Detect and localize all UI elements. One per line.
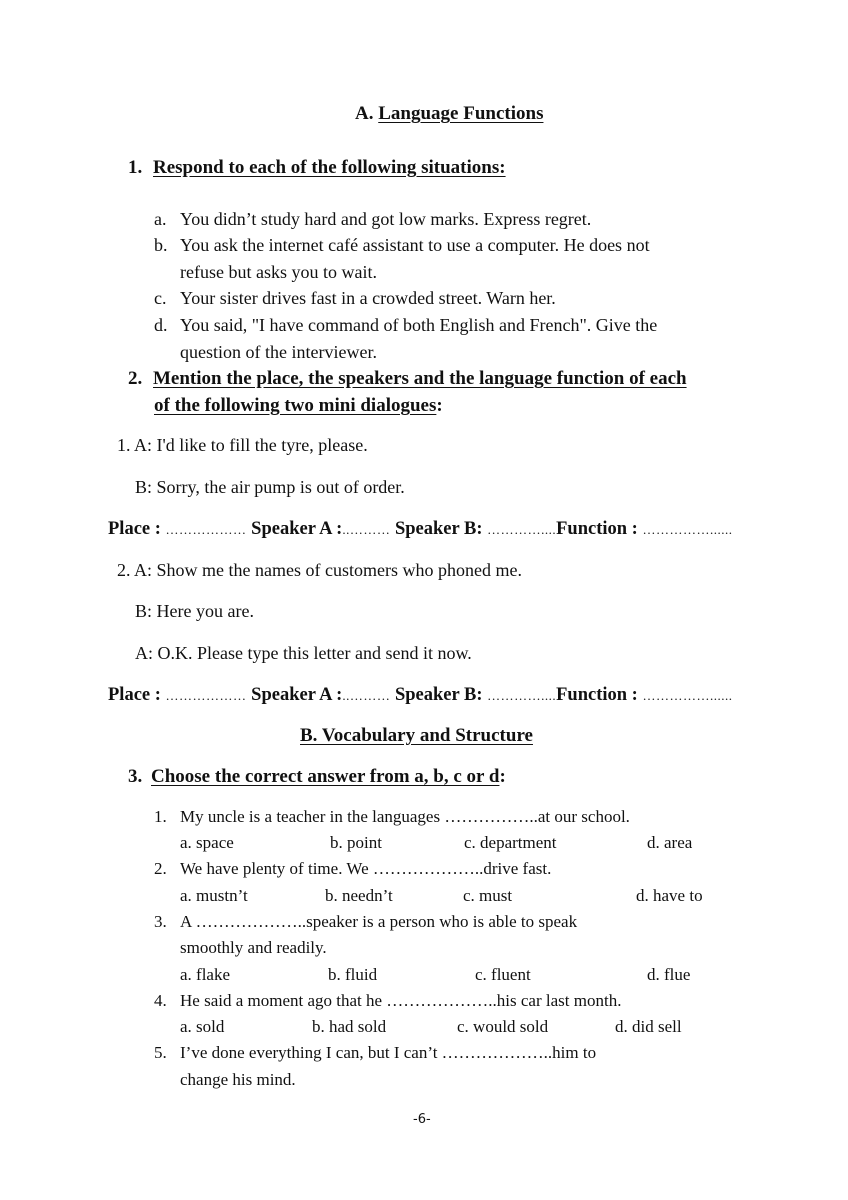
function-blank[interactable]: ……………...... [642, 688, 733, 703]
mcq-stem: He said a moment ago that he ………………..his car last month. [180, 991, 622, 1010]
mcq-number: 1. [154, 807, 167, 826]
function-blank[interactable]: ……………...... [642, 522, 733, 537]
q1-item-c [154, 288, 556, 309]
dialogue-number: 2. [117, 560, 131, 580]
section-a-heading [355, 103, 543, 125]
speaker-b-label: Speaker B: [394, 685, 483, 705]
mcq-option-a[interactable]: a. space [180, 833, 234, 852]
speaker-b-blank[interactable]: ………….... [487, 688, 557, 703]
q1-item-d [154, 315, 657, 336]
q1-title: Respond to each of the following situations: [153, 157, 506, 178]
q2-title-line1: Mention the place, the speakers and the language function of each [153, 368, 687, 389]
mcq-option-d[interactable]: d. did sell [615, 1017, 682, 1036]
mcq-stem: My uncle is a teacher in the languages ……………..at our school. [180, 807, 630, 826]
mcq-option-a[interactable]: a. mustn’t [180, 886, 248, 905]
mcq-option-c[interactable]: c. must [463, 886, 513, 905]
dialogue-2-line-c: A: O.K. Please type this letter and send it now. [135, 643, 472, 663]
q1-item-text: You said, "I have command of both English and French". Give the [180, 315, 658, 335]
q3-number: 3. [128, 766, 143, 787]
q1-item-text: You didn’t study hard and got low marks. Express regret. [180, 209, 592, 229]
mcq-stem: We have plenty of time. We ………………..drive fast. [180, 859, 552, 878]
mcq-option-b[interactable]: b. needn’t [325, 886, 393, 905]
mcq-item-3 [154, 912, 577, 932]
q1-item-text: You ask the internet café assistant to use a computer. He does not [180, 235, 650, 255]
mcq-option-d[interactable]: d. area [647, 833, 693, 852]
answer-row-1 [108, 519, 732, 540]
section-b-title: B. Vocabulary and Structure [300, 725, 533, 746]
speaker-b-label: Speaker B: [394, 519, 483, 539]
section-a-letter: A. [355, 103, 374, 124]
dialogue-1-line-b: B: Sorry, the air pump is out of order. [135, 477, 405, 497]
dialogue-1-line-a [117, 435, 368, 456]
q1-item-b [154, 235, 650, 256]
mcq-option-d[interactable]: d. flue [647, 965, 691, 984]
mcq-option-c[interactable]: c. fluent [475, 965, 531, 984]
dialogue-number: 1. [117, 435, 131, 455]
speaker-b-blank[interactable]: ………….... [487, 522, 557, 537]
mcq-option-a[interactable]: a. flake [180, 965, 231, 984]
mcq-option-b[interactable]: b. point [330, 833, 382, 852]
mcq-item-4 [154, 991, 621, 1011]
dialogue-2-line-a [117, 560, 522, 581]
speaker-a-blank[interactable]: ..……… [342, 522, 391, 537]
q3-title: Choose the correct answer from a, b, c or d [151, 766, 500, 787]
q1-item-b-continued: refuse but asks you to wait. [180, 262, 377, 282]
place-blank[interactable]: ……………… [165, 688, 247, 703]
function-label: Function : [556, 685, 638, 705]
q1-item-a [154, 209, 591, 230]
dialogue-2-line-b: B: Here you are. [135, 601, 254, 621]
mcq-number: 5. [154, 1043, 167, 1062]
q1-item-text: Your sister drives fast in a crowded street. Warn her. [180, 288, 556, 308]
section-a-title: Language Functions [378, 103, 544, 124]
q2-title-line2: of the following two mini dialogues [154, 395, 437, 416]
mcq-item-2 [154, 859, 551, 879]
q2-title-colon: : [436, 395, 443, 416]
q2-number: 2. [128, 368, 143, 389]
answer-row-2 [108, 685, 732, 706]
mcq-option-c[interactable]: c. would sold [457, 1017, 549, 1036]
place-label: Place : [108, 685, 161, 705]
mcq-stem: A ………………..speaker is a person who is able to speak [180, 912, 578, 931]
q1-item-d-continued: question of the interviewer. [180, 342, 377, 362]
place-blank[interactable]: ……………… [165, 522, 247, 537]
speaker-a-blank[interactable]: ..……… [342, 688, 391, 703]
q2-heading [128, 368, 687, 390]
mcq-number: 3. [154, 912, 167, 931]
mcq-option-a[interactable]: a. sold [180, 1017, 225, 1036]
mcq-option-b[interactable]: b. had sold [312, 1017, 387, 1036]
mcq-number: 2. [154, 859, 167, 878]
dialogue-line: A: I'd like to fill the tyre, please. [134, 435, 368, 455]
mcq-item-1 [154, 807, 630, 827]
q1-number: 1. [128, 157, 143, 178]
q1-item-label: a. [154, 209, 167, 229]
mcq-stem-continued: smoothly and readily. [180, 938, 327, 957]
dialogue-line: A: Show me the names of customers who phoned me. [134, 560, 522, 580]
q3-title-colon: : [499, 766, 506, 787]
mcq-number: 4. [154, 991, 167, 1010]
q1-heading [128, 157, 506, 179]
mcq-option-b[interactable]: b. fluid [328, 965, 378, 984]
q1-item-label: d. [154, 315, 168, 335]
speaker-a-label: Speaker A : [251, 519, 343, 539]
q3-heading [128, 766, 506, 788]
mcq-option-d[interactable]: d. have to [636, 886, 703, 905]
mcq-item-5 [154, 1043, 596, 1063]
q2-heading-line2 [154, 395, 443, 417]
page-number: -6- [413, 1112, 431, 1127]
speaker-a-label: Speaker A : [251, 685, 343, 705]
q1-item-label: b. [154, 235, 168, 255]
mcq-option-c[interactable]: c. department [464, 833, 557, 852]
mcq-stem-continued: change his mind. [180, 1070, 296, 1089]
function-label: Function : [556, 519, 638, 539]
q1-item-label: c. [154, 288, 167, 308]
place-label: Place : [108, 519, 161, 539]
mcq-stem: I’ve done everything I can, but I can’t ………………..him to [180, 1043, 597, 1062]
